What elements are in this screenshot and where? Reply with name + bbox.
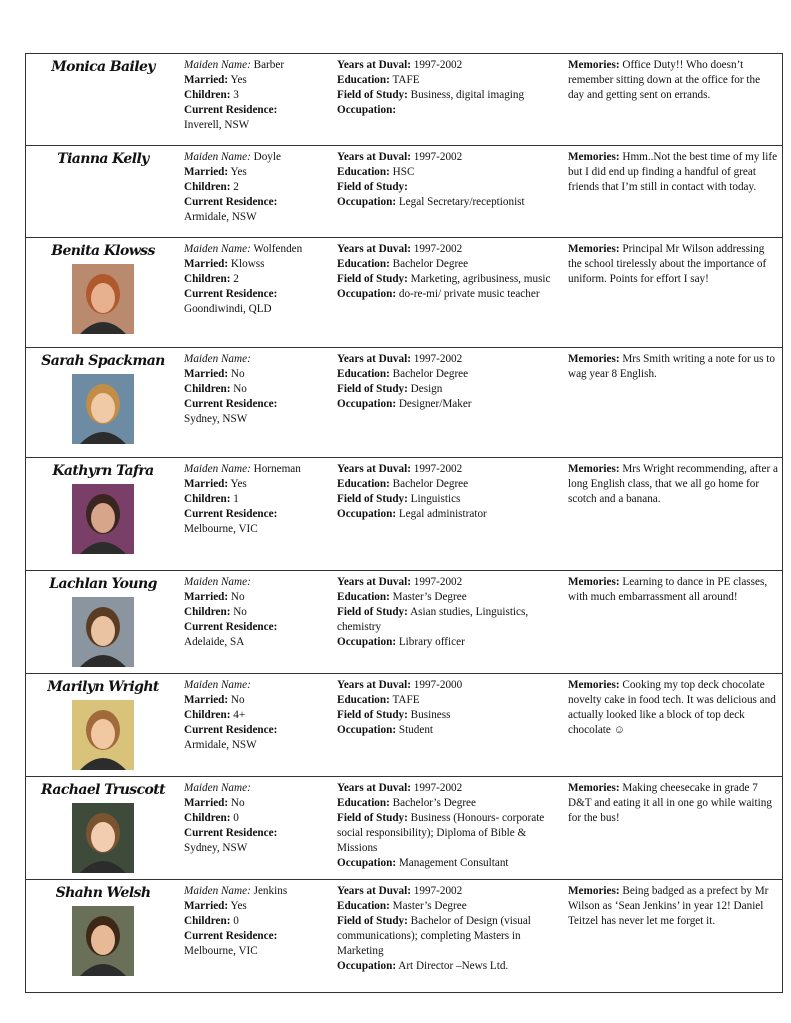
field-of-study-value: Marketing, agribusiness, music — [410, 273, 551, 285]
memories-label: Memories: — [568, 885, 620, 897]
person-cell — [26, 146, 181, 238]
field-of-study-value: Bachelor of Design (visual communications); completing Masters in Marketing — [337, 915, 531, 957]
children-label: Children: — [184, 915, 231, 927]
maiden-name-label: Maiden Name: — [184, 885, 251, 897]
memories-label: Memories: — [568, 353, 620, 365]
education-label: Education: — [337, 900, 390, 912]
occupation-label: Occupation: — [337, 104, 397, 116]
years-value: 1997-2002 — [413, 243, 463, 255]
personal-details-cell — [180, 571, 333, 674]
occupation-value: Legal administrator — [398, 508, 487, 520]
occupation-label: Occupation: — [337, 960, 397, 972]
memories-cell — [564, 348, 783, 458]
years-label: Years at Duval: — [337, 885, 411, 897]
children-label: Children: — [184, 493, 231, 505]
field-of-study-label: Field of Study: — [337, 915, 408, 927]
maiden-name-label: Maiden Name: — [184, 576, 251, 588]
years-value: 1997-2002 — [413, 782, 463, 794]
married-label: Married: — [184, 797, 229, 809]
married-value: No — [230, 694, 245, 706]
residence-value: Goondiwindi, QLD — [184, 303, 272, 315]
person-row — [26, 880, 783, 993]
occupation-value: Management Consultant — [398, 857, 509, 869]
years-label: Years at Duval: — [337, 576, 411, 588]
education-label: Education: — [337, 797, 390, 809]
occupation-label: Occupation: — [337, 508, 397, 520]
portrait-photo — [72, 264, 134, 334]
person-name: Lachlan Young — [49, 576, 157, 592]
occupation-value: Legal Secretary/receptionist — [398, 196, 525, 208]
education-value: Bachelor Degree — [392, 368, 469, 380]
education-label: Education: — [337, 166, 390, 178]
education-label: Education: — [337, 694, 390, 706]
married-label: Married: — [184, 258, 229, 270]
person-name: Rachael Truscott — [41, 782, 165, 798]
residence-label: Current Residence: — [184, 930, 278, 942]
education-label: Education: — [337, 368, 390, 380]
maiden-name-label: Maiden Name: — [184, 782, 251, 794]
occupation-label: Occupation: — [337, 857, 397, 869]
field-of-study-label: Field of Study: — [337, 606, 408, 618]
person-cell — [26, 777, 181, 880]
field-of-study-value: Business — [410, 709, 451, 721]
person-row — [26, 458, 783, 571]
residence-value: Armidale, NSW — [184, 739, 257, 751]
married-label: Married: — [184, 591, 229, 603]
children-value: No — [233, 383, 247, 395]
residence-value: Armidale, NSW — [184, 211, 257, 223]
years-value: 1997-2000 — [413, 679, 463, 691]
education-label: Education: — [337, 478, 390, 490]
portrait-photo — [72, 374, 134, 444]
memories-value: Making cheesecake in grade 7 D&T and eating it all in one go while waiting for the bus! — [568, 782, 772, 824]
person-cell — [26, 348, 181, 458]
field-of-study-label: Field of Study: — [337, 812, 408, 824]
personal-details-cell — [180, 238, 333, 348]
married-value: Yes — [230, 74, 247, 86]
memories-label: Memories: — [568, 576, 620, 588]
person-cell — [26, 880, 181, 993]
memories-label: Memories: — [568, 151, 620, 163]
residence-label: Current Residence: — [184, 621, 278, 633]
married-label: Married: — [184, 478, 229, 490]
personal-details-cell — [180, 54, 333, 146]
education-label: Education: — [337, 258, 390, 270]
maiden-name-value: Jenkins — [253, 885, 288, 897]
person-row — [26, 777, 783, 880]
married-label: Married: — [184, 74, 229, 86]
field-of-study-value: Linguistics — [410, 493, 461, 505]
children-value: 3 — [233, 89, 239, 101]
education-details-cell — [333, 777, 564, 880]
years-value: 1997-2002 — [413, 353, 463, 365]
person-row — [26, 348, 783, 458]
memories-cell — [564, 571, 783, 674]
education-label: Education: — [337, 591, 390, 603]
portrait-photo — [72, 803, 134, 873]
residence-value: Melbourne, VIC — [184, 523, 258, 535]
residence-label: Current Residence: — [184, 508, 278, 520]
field-of-study-value: Business, digital imaging — [410, 89, 525, 101]
education-details-cell — [333, 571, 564, 674]
memories-value: Mrs Wright recommending, after a long English class, that we all go home for scotch and a banana. — [568, 463, 778, 505]
maiden-name-value: Barber — [253, 59, 285, 71]
years-value: 1997-2002 — [413, 151, 463, 163]
personal-details-cell — [180, 458, 333, 571]
person-name: Sarah Spackman — [41, 353, 165, 369]
residence-label: Current Residence: — [184, 827, 278, 839]
field-of-study-value: Asian studies, Linguistics, chemistry — [337, 606, 529, 633]
memories-value: Being badged as a prefect by Mr Wilson as ‘Sean Jenkins’ in year 12! Daniel Teitzel has never let me forget it. — [568, 885, 769, 927]
married-label: Married: — [184, 900, 229, 912]
maiden-name-value: Doyle — [253, 151, 281, 163]
alumni-table — [25, 53, 783, 993]
married-value: Yes — [230, 478, 247, 490]
occupation-label: Occupation: — [337, 196, 397, 208]
field-of-study-label: Field of Study: — [337, 383, 408, 395]
children-label: Children: — [184, 606, 231, 618]
person-row — [26, 54, 783, 146]
maiden-name-label: Maiden Name: — [184, 59, 251, 71]
education-details-cell — [333, 146, 564, 238]
children-label: Children: — [184, 383, 231, 395]
residence-label: Current Residence: — [184, 724, 278, 736]
education-details-cell — [333, 348, 564, 458]
married-value: No — [230, 591, 245, 603]
education-details-cell — [333, 674, 564, 777]
person-row — [26, 238, 783, 348]
education-label: Education: — [337, 74, 390, 86]
education-value: Master’s Degree — [392, 591, 467, 603]
maiden-name-label: Maiden Name: — [184, 151, 251, 163]
personal-details-cell — [180, 777, 333, 880]
person-cell — [26, 54, 181, 146]
personal-details-cell — [180, 348, 333, 458]
memories-cell — [564, 238, 783, 348]
person-name: Tianna Kelly — [57, 151, 149, 167]
occupation-value: Designer/Maker — [398, 398, 472, 410]
portrait-photo — [72, 700, 134, 770]
residence-label: Current Residence: — [184, 104, 278, 116]
residence-value: Sydney, NSW — [184, 413, 248, 425]
field-of-study-label: Field of Study: — [337, 89, 408, 101]
memories-cell — [564, 54, 783, 146]
occupation-label: Occupation: — [337, 398, 397, 410]
years-label: Years at Duval: — [337, 151, 411, 163]
field-of-study-label: Field of Study: — [337, 273, 408, 285]
portrait-photo — [72, 597, 134, 667]
children-label: Children: — [184, 273, 231, 285]
memories-cell — [564, 458, 783, 571]
education-value: Bachelor’s Degree — [392, 797, 476, 809]
memories-label: Memories: — [568, 59, 620, 71]
education-details-cell — [333, 54, 564, 146]
years-value: 1997-2002 — [413, 59, 463, 71]
field-of-study-label: Field of Study: — [337, 493, 408, 505]
years-value: 1997-2002 — [413, 885, 463, 897]
residence-value: Melbourne, VIC — [184, 945, 258, 957]
portrait-photo — [72, 484, 134, 554]
person-name: Kathyrn Tafra — [52, 463, 154, 479]
children-value: No — [233, 606, 247, 618]
education-value: TAFE — [392, 74, 420, 86]
maiden-name-value: Wolfenden — [253, 243, 303, 255]
occupation-value: Library officer — [398, 636, 465, 648]
occupation-value: Student — [398, 724, 434, 736]
education-details-cell — [333, 458, 564, 571]
education-value: TAFE — [392, 694, 420, 706]
children-value: 0 — [233, 812, 239, 824]
person-row — [26, 571, 783, 674]
residence-value: Sydney, NSW — [184, 842, 248, 854]
person-name: Shahn Welsh — [55, 885, 151, 901]
years-label: Years at Duval: — [337, 782, 411, 794]
married-value: No — [230, 797, 245, 809]
years-label: Years at Duval: — [337, 463, 411, 475]
years-label: Years at Duval: — [337, 59, 411, 71]
memories-cell — [564, 146, 783, 238]
education-value: Bachelor Degree — [392, 258, 469, 270]
memories-value: Learning to dance in PE classes, with much embarrassment all around! — [568, 576, 768, 603]
residence-label: Current Residence: — [184, 288, 278, 300]
education-value: Bachelor Degree — [392, 478, 469, 490]
years-value: 1997-2002 — [413, 576, 463, 588]
married-value: Klowss — [230, 258, 265, 270]
children-label: Children: — [184, 709, 231, 721]
occupation-value: Art Director –News Ltd. — [398, 960, 509, 972]
married-label: Married: — [184, 166, 229, 178]
education-details-cell — [333, 238, 564, 348]
children-value: 2 — [233, 273, 239, 285]
education-details-cell — [333, 880, 564, 993]
personal-details-cell — [180, 880, 333, 993]
memories-value: Principal Mr Wilson addressing the school tirelessly about the importance of uniform. Points for effort I say! — [568, 243, 767, 285]
residence-value: Adelaide, SA — [184, 636, 245, 648]
children-label: Children: — [184, 812, 231, 824]
years-label: Years at Duval: — [337, 353, 411, 365]
children-value: 0 — [233, 915, 239, 927]
maiden-name-label: Maiden Name: — [184, 353, 251, 365]
field-of-study-label: Field of Study: — [337, 709, 408, 721]
person-cell — [26, 674, 181, 777]
memories-value: Hmm..Not the best time of my life but I did end up finding a handful of great friends that I’m still in contact with today. — [568, 151, 778, 193]
children-label: Children: — [184, 181, 231, 193]
person-cell — [26, 571, 181, 674]
person-name: Monica Bailey — [51, 59, 155, 75]
maiden-name-label: Maiden Name: — [184, 243, 251, 255]
children-value: 4+ — [233, 709, 246, 721]
residence-label: Current Residence: — [184, 196, 278, 208]
person-name: Marilyn Wright — [47, 679, 159, 695]
children-value: 2 — [233, 181, 239, 193]
occupation-value: do-re-mi/ private music teacher — [398, 288, 540, 300]
memories-cell — [564, 880, 783, 993]
maiden-name-label: Maiden Name: — [184, 463, 251, 475]
person-cell — [26, 238, 181, 348]
memories-cell — [564, 777, 783, 880]
maiden-name-value: Horneman — [253, 463, 301, 475]
education-value: HSC — [392, 166, 415, 178]
married-value: No — [230, 368, 245, 380]
occupation-label: Occupation: — [337, 636, 397, 648]
children-value: 1 — [233, 493, 239, 505]
education-value: Master’s Degree — [392, 900, 467, 912]
years-label: Years at Duval: — [337, 243, 411, 255]
memories-value: Office Duty!! Who doesn’t remember sitting down at the office for the day and getting sent on errands. — [568, 59, 761, 101]
married-label: Married: — [184, 368, 229, 380]
occupation-label: Occupation: — [337, 288, 397, 300]
memories-label: Memories: — [568, 243, 620, 255]
person-name: Benita Klowss — [51, 243, 155, 259]
married-value: Yes — [230, 900, 247, 912]
residence-value: Inverell, NSW — [184, 119, 250, 131]
person-cell — [26, 458, 181, 571]
field-of-study-label: Field of Study: — [337, 181, 408, 193]
personal-details-cell — [180, 674, 333, 777]
field-of-study-value: Design — [410, 383, 443, 395]
portrait-photo — [72, 906, 134, 976]
residence-label: Current Residence: — [184, 398, 278, 410]
memories-cell — [564, 674, 783, 777]
memories-label: Memories: — [568, 782, 620, 794]
married-label: Married: — [184, 694, 229, 706]
years-value: 1997-2002 — [413, 463, 463, 475]
memories-value: Mrs Smith writing a note for us to wag year 8 English. — [568, 353, 775, 380]
occupation-label: Occupation: — [337, 724, 397, 736]
years-label: Years at Duval: — [337, 679, 411, 691]
personal-details-cell — [180, 146, 333, 238]
memories-value: Cooking my top deck chocolate novelty cake in food tech. It was delicious and actually looked like a block of top deck chocolate ☺ — [568, 679, 776, 736]
maiden-name-label: Maiden Name: — [184, 679, 251, 691]
married-value: Yes — [230, 166, 247, 178]
children-label: Children: — [184, 89, 231, 101]
person-row — [26, 146, 783, 238]
field-of-study-value: Business (Honours- corporate social responsibility); Diploma of Bible & Missions — [337, 812, 545, 854]
memories-label: Memories: — [568, 463, 620, 475]
memories-label: Memories: — [568, 679, 620, 691]
person-row — [26, 674, 783, 777]
